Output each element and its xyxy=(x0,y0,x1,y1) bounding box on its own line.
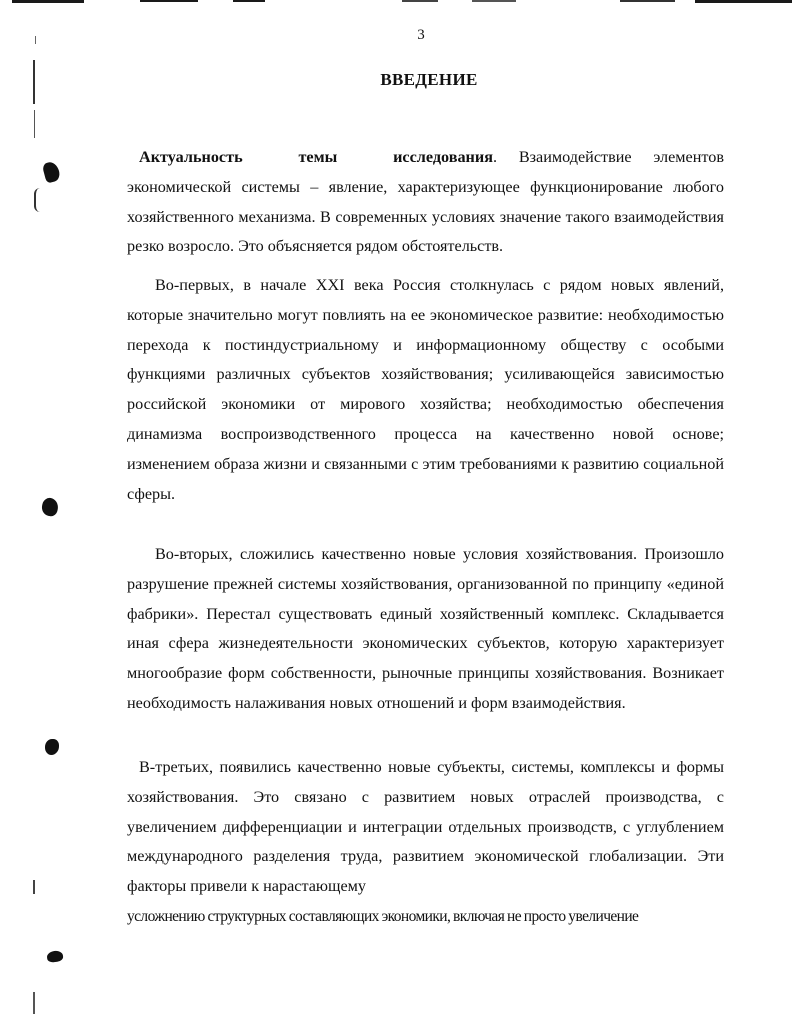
relevance-heading: Актуальность темы исследования xyxy=(139,148,493,166)
page-number: 3 xyxy=(417,27,425,43)
thirdly-last-line: усложнению структурных составляющих экономики, включая не просто увеличение xyxy=(127,907,639,925)
relevance-heading-period: . xyxy=(492,148,497,166)
scan-edge-mark xyxy=(12,0,84,3)
paragraph-thirdly xyxy=(127,753,724,932)
binding-hole-mark xyxy=(46,950,63,963)
scan-edge-mark xyxy=(233,0,265,2)
scan-margin-bracket xyxy=(34,188,40,212)
binding-hole-mark xyxy=(45,739,59,755)
section-title: ВВЕДЕНИЕ xyxy=(380,70,478,89)
scan-edge-mark xyxy=(140,0,198,2)
binding-hole-mark xyxy=(42,160,62,183)
scan-margin-line xyxy=(34,110,35,138)
relevance-text: Взаимодействие элементов экономической системы – явление, характеризующее функционирование любого хозяйственного механизма. В современных условиях значение такого взаимодействия резко возросло. Это объясняется рядом обстоятельств. xyxy=(127,148,724,256)
paragraph-relevance xyxy=(127,143,724,262)
thirdly-text: В-третьих, появились качественно новые субъекты, системы, комплексы и формы хозяйствования. Это связано с развитием новых отраслей производства, с увеличением дифференциации и интеграции отдельных производств, с углублением международного разделения труда, развитием экономической глобализации. Эти факторы привели к нарастающему xyxy=(127,758,724,896)
scan-margin-line xyxy=(33,880,35,894)
scan-margin-line xyxy=(33,992,35,1014)
paragraph-firstly: Во-первых, в начале XXI века Россия столкнулась с рядом новых явлений, которые значительно могут повлиять на ее экономическое развитие: необходимостью перехода к постиндустриальному и информационному обществу с особыми функциями различных субъектов хозяйствования; усиливающейся зависимостью российской экономики от мирового хозяйства; необходимостью обеспечения динамизма воспроизводственного процесса на качественно новой основе; изменением образа жизни и связанными с этим требованиями к развитию социальной сферы. xyxy=(127,276,724,503)
scan-edge-mark xyxy=(472,0,516,2)
binding-hole-mark xyxy=(41,497,60,518)
scan-edge-mark xyxy=(402,0,438,2)
scan-edge-mark xyxy=(695,0,792,3)
paragraph-secondly: Во-вторых, сложились качественно новые условия хозяйствования. Произошло разрушение прежней системы хозяйствования, организованной по принципу «единой фабрики». Перестал существовать единый хозяйственный комплекс. Складывается иная сфера жизнедеятельности экономических субъектов, которую характеризует многообразие форм собственности, рыночные принципы хозяйствования. Возникает необходимость налаживания новых отношений и форм взаимодействия. xyxy=(127,545,724,712)
scan-edge-mark xyxy=(620,0,675,2)
